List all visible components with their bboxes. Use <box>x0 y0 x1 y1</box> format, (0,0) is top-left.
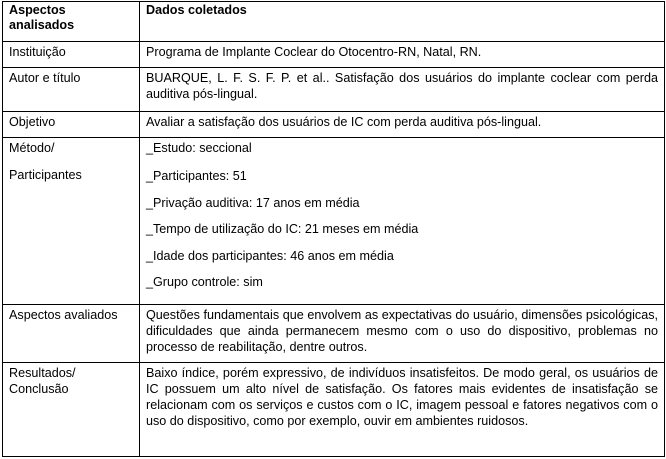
list-item: _Privação auditiva: 17 anos em média <box>146 195 360 210</box>
list-item: _Idade dos participantes: 46 anos em média <box>146 248 394 263</box>
row-resultados <box>3 362 665 456</box>
value-objetivo: Avaliar a satisfação dos usuários de IC com perda auditiva pós-lingual. <box>140 112 665 138</box>
list-item: _Participantes: 51 <box>146 169 247 183</box>
header-aspectos: Aspectos analisados <box>3 2 140 42</box>
header-dados: Dados coletados <box>140 2 665 42</box>
label-metodo-line2: Participantes <box>9 167 82 182</box>
row-instituicao <box>3 42 665 68</box>
value-aspectos: Questões fundamentais que envolvem as expectativas do usuário, dimensões psicológicas, dificuldades que ainda permanecem mesmo com o uso do dispositivo, problemas no processo de reabilitação, dentre outros. <box>140 304 665 362</box>
list-item: _Estudo: seccional <box>146 141 252 155</box>
label-objetivo: Objetivo <box>3 112 140 138</box>
label-metodo <box>3 138 140 305</box>
row-autor <box>3 68 665 112</box>
label-resultados-line1: Resultados/ <box>9 365 76 380</box>
list-item: _Grupo controle: sim <box>146 275 263 289</box>
header-row <box>3 2 665 42</box>
row-objetivo <box>3 112 665 138</box>
label-resultados <box>3 362 140 456</box>
label-autor: Autor e título <box>3 68 140 112</box>
row-metodo <box>3 138 665 305</box>
label-resultados-line2: Conclusão <box>9 381 69 396</box>
value-autor: BUARQUE, L. F. S. F. P. et al.. Satisfação dos usuários do implante coclear com perda auditiva pós-lingual. <box>140 68 665 112</box>
row-aspectos <box>3 304 665 362</box>
label-instituicao: Instituição <box>3 42 140 68</box>
summary-table <box>2 1 665 457</box>
label-aspectos: Aspectos avaliados <box>3 304 140 362</box>
label-metodo-line1: Método/ <box>9 141 55 155</box>
value-instituicao: Programa de Implante Coclear do Otocentro-RN, Natal, RN. <box>140 42 665 68</box>
value-resultados: Baixo índice, porém expressivo, de indivíduos insatisfeitos. De modo geral, os usuários de IC possuem um alto nível de satisfação. Os fatores mais evidentes de insatisfação se relacionam com os serviços e custos com o IC, imagem pessoal e fatores negativos com o uso do dispositivo, como por exemplo, ouvir em ambientes ruidosos. <box>140 362 665 456</box>
list-item: _Tempo de utilização do IC: 21 meses em média <box>146 222 419 236</box>
value-metodo <box>140 138 665 305</box>
